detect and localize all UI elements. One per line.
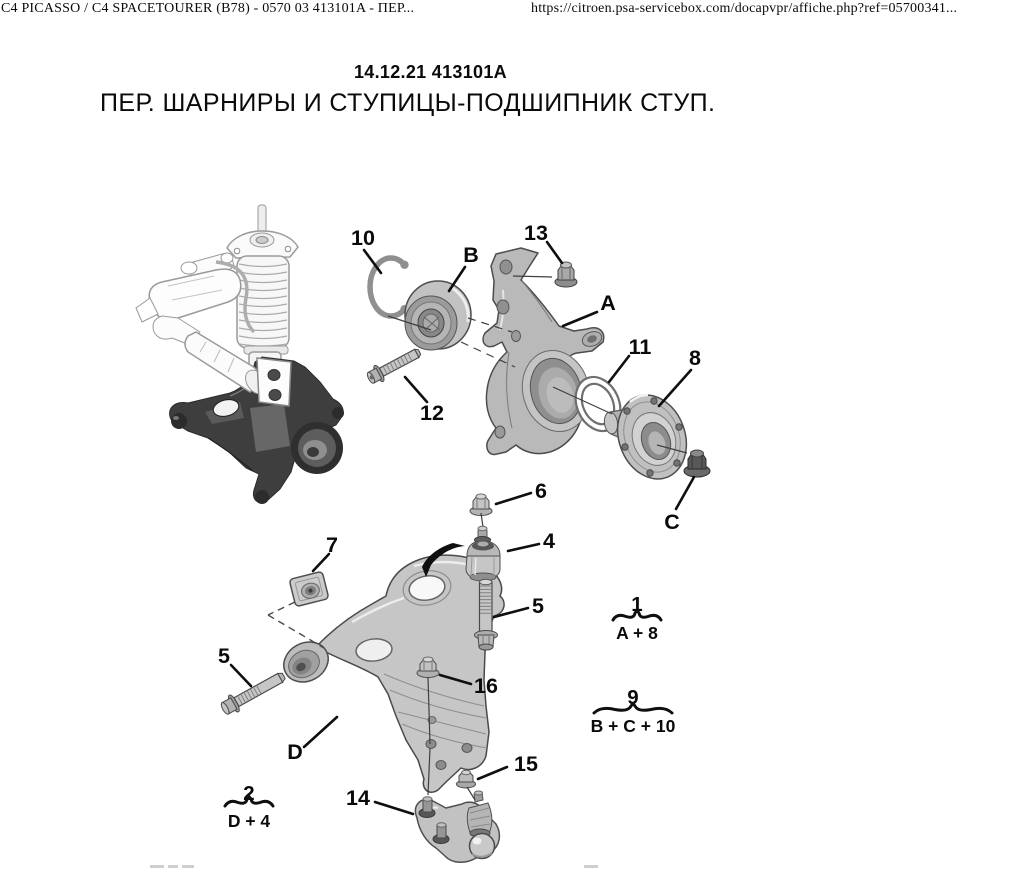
ball-joint-part-14 <box>415 791 499 862</box>
legend-2-expression: D + 4 <box>227 811 271 831</box>
callout-7: 7 <box>326 533 338 557</box>
strut-bracket <box>257 358 291 406</box>
bolt-part-5-left <box>218 668 288 718</box>
callout-4: 4 <box>543 529 555 553</box>
callout-16: 16 <box>474 674 498 698</box>
legend-2-number: 2 <box>243 782 255 805</box>
callout-5-left: 5 <box>218 644 230 668</box>
doc-date-ref: 14.12.21 413101A <box>354 62 507 82</box>
doc-title: ПЕР. ШАРНИРЫ И СТУПИЦЫ-ПОДШИПНИК СТУП. <box>100 89 716 117</box>
legend-1-number: 1 <box>631 593 643 616</box>
legend-9-number: 9 <box>627 686 639 709</box>
callout-10: 10 <box>351 226 375 250</box>
callout-C: C <box>664 510 680 534</box>
hub-nut-part-C <box>684 450 710 477</box>
callout-B: B <box>463 243 479 267</box>
legend-group-9 <box>591 686 676 736</box>
legend-group-1 <box>613 593 661 643</box>
callout-A: A <box>600 291 616 315</box>
nut-part-15 <box>457 770 476 788</box>
nut15-axis-line <box>467 787 475 800</box>
legend-group-2 <box>225 782 273 831</box>
page-cutoff-marks <box>150 865 598 868</box>
bushing-part-4 <box>466 526 500 581</box>
legend-1-expression: A + 8 <box>616 623 658 643</box>
callout-D: D <box>287 740 303 764</box>
wheel-bearing-part-B <box>405 281 471 350</box>
callout-8: 8 <box>689 346 701 370</box>
callout-14: 14 <box>346 786 370 810</box>
callout-5-right: 5 <box>532 594 544 618</box>
print-header-title: C4 PICASSO / C4 SPACETOURER (B78) - 0570 03 413101A - ПЕР... <box>1 1 415 16</box>
bolt-part-12 <box>365 344 424 387</box>
callout-12: 12 <box>420 401 444 425</box>
callout-13: 13 <box>524 221 548 245</box>
callout-6: 6 <box>535 479 547 503</box>
nut-part-13 <box>555 262 577 287</box>
flange-nut-part-6 <box>470 494 492 516</box>
plate-part-7 <box>289 571 329 606</box>
alignment-dashed-lines <box>268 602 324 648</box>
legend-9-expression: B + C + 10 <box>590 716 676 736</box>
callout-15: 15 <box>514 752 538 776</box>
print-header-url: https://citroen.psa-servicebox.com/docapvpr/affiche.php?ref=05700341... <box>531 1 958 16</box>
callout-11: 11 <box>628 335 652 359</box>
